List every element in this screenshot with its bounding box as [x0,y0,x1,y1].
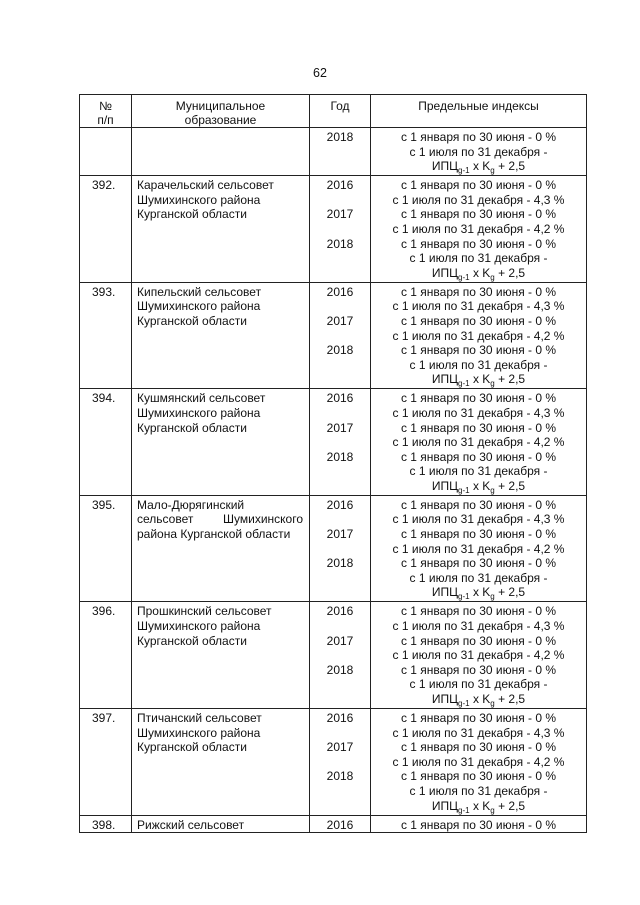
row-municipality-line: сельсовет Шумихинского [137,512,303,527]
table-row [80,709,587,816]
row-year: 2017 [326,420,354,435]
row-year: 2018 [326,130,354,144]
index-line: с 1 июля по 31 декабря - [409,783,548,798]
index-line: с 1 июля по 31 декабря - [409,251,548,266]
row-municipality-line: Курганской области [137,420,247,435]
index-line: с 1 июля по 31 декабря - 4,2 % [392,648,565,663]
header-num [80,95,132,128]
index-line: с 1 июля по 31 декабря - 4,2 % [392,754,565,769]
row-num: 395. [92,497,116,512]
row-municipality: Рижский сельсовет [137,817,245,832]
table-row [80,176,587,283]
index-formula: $ИПЦ_{g-1}$ x $K_g + 2,5$ [431,372,526,389]
table-row [80,282,587,389]
row-municipality-line: Шумихинского района [137,725,261,740]
row-num: 392. [92,178,116,193]
row-year: 2016 [326,391,354,406]
row-num-cell [80,128,132,176]
row-indices-cell [371,495,587,602]
row-year: 2017 [326,207,354,222]
row-year: 2017 [326,633,354,648]
row-indices-cell [371,282,587,389]
row-year: 2016 [326,497,354,512]
row-municipality-line: Кипельский сельсовет [137,284,262,299]
index-line: с 1 января по 30 июня - 0 % [400,633,557,648]
index-line: с 1 июля по 31 декабря - [409,464,548,479]
index-line: с 1 января по 30 июня - 0 % [400,449,557,464]
row-year-cell [310,602,371,709]
row-municipality-line: Курганской области [137,207,247,222]
table-row [80,495,587,602]
row-municipality-cell [132,709,310,816]
index-line: с 1 января по 30 июня - 0 % [400,556,557,571]
index-line: с 1 июля по 31 декабря - 4,3 % [392,405,565,420]
row-year: 2017 [326,527,354,542]
index-line: с 1 января по 30 июня - 0 % [400,236,557,251]
row-year: 2018 [326,449,354,464]
row-year: 2016 [326,178,354,193]
index-formula: $ИПЦ_{g-1}$ x $K_g + 2,5$ [431,585,526,602]
index-line: с 1 июля по 31 декабря - 4,3 % [392,299,565,314]
index-line: с 1 января по 30 июня - 0 % [400,284,557,299]
header-year: Год [310,95,371,128]
row-year-cell [310,709,371,816]
index-line: с 1 июля по 31 декабря - 4,2 % [392,435,565,450]
row-municipality-line: Шумихинского района [137,192,261,207]
row-num: 394. [92,391,116,406]
row-municipality-line: района Курганской области [137,527,291,542]
row-municipality-line: Шумихинского района [137,299,261,314]
row-indices-cell [371,128,587,176]
row-municipality-line: Кушмянский сельсовет [137,391,266,406]
row-indices-cell [371,176,587,283]
index-line: с 1 июля по 31 декабря - [409,144,548,159]
row-municipality-cell [132,602,310,709]
index-line: с 1 января по 30 июня - 0 % [400,130,557,144]
row-year: 2017 [326,313,354,328]
index-formula: $ИПЦ_{g-1}$ x $K_g + 2,5$ [431,159,526,176]
index-line: с 1 января по 30 июня - 0 % [400,178,557,193]
index-line: с 1 января по 30 июня - 0 % [400,604,557,619]
row-num-cell [80,709,132,816]
table-row-398 [80,815,587,833]
index-line: с 1 июля по 31 декабря - [409,570,548,585]
row-municipality-line: Карачельский сельсовет [137,178,274,193]
index-line: с 1 июля по 31 декабря - 4,3 % [392,512,565,527]
row-year: 2018 [326,236,354,251]
row-municipality-cell [132,815,310,833]
index-formula: $ИПЦ_{g-1}$ x $K_g + 2,5$ [431,265,526,282]
row-year: 2018 [326,662,354,677]
index-line: с 1 января по 30 июня - 0 % [400,769,557,784]
row-year-cell [310,389,371,496]
index-line: с 1 июля по 31 декабря - 4,3 % [392,619,565,634]
row-year-cell [310,282,371,389]
row-municipality-line: Шумихинского района [137,405,261,420]
index-line: с 1 января по 30 июня - 0 % [400,343,557,358]
index-line: с 1 января по 30 июня - 0 % [400,740,557,755]
row-num: 393. [92,284,116,299]
index-line: с 1 января по 30 июня - 0 % [400,527,557,542]
row-num-cell [80,176,132,283]
row-num: 397. [92,711,116,725]
index-line: с 1 июля по 31 декабря - 4,3 % [392,192,565,207]
header-num-line2: п/п [97,113,114,127]
row-num-cell [80,282,132,389]
index-line: с 1 июля по 31 декабря - 4,3 % [392,725,565,740]
row-municipality-line: Шумихинского района [137,619,261,634]
index-line: с 1 июля по 31 декабря - [409,357,548,372]
row-year: 2018 [326,343,354,358]
row-num-cell [80,815,132,833]
index-line: с 1 июля по 31 декабря - 4,2 % [392,541,565,556]
row-year: 2016 [326,284,354,299]
row-municipality-line: Прошкинский сельсовет [137,604,272,619]
row-municipality-cell [132,495,310,602]
row-municipality-cell [132,128,310,176]
row-year: 2016 [326,604,354,619]
row-municipality-cell [132,176,310,283]
row-year: 2016 [326,711,354,725]
row-municipality-line: Мало-Дюрягинский [137,497,245,512]
row-indices-cell [371,602,587,709]
index-formula: $ИПЦ_{g-1}$ x $K_g + 2,5$ [431,692,526,708]
row-year-cell [310,128,371,176]
row-num-cell [80,495,132,602]
header-municipality-line1: Муниципальное [175,99,266,113]
index-line: с 1 января по 30 июня - 0 % [400,711,557,725]
index-line: с 1 июля по 31 декабря - [409,677,548,692]
row-indices-cell [371,389,587,496]
table-row [80,389,587,496]
limit-indices-table [79,94,587,833]
page-number: 62 [313,66,327,80]
row-municipality-line: Курганской области [137,633,247,648]
row-year-cell [310,815,371,833]
row-num: 398. [92,817,116,832]
row-municipality-line: Курганской области [137,313,247,328]
row-num-cell [80,602,132,709]
row-indices-cell [371,815,587,833]
table-row-continuation [80,128,587,176]
index-line: с 1 января по 30 июня - 0 % [400,420,557,435]
header-municipality [132,95,310,128]
row-municipality-cell [132,389,310,496]
row-num: 396. [92,604,116,619]
header-indices: Предельные индексы [371,95,587,128]
row-municipality-line: Курганской области [137,740,247,755]
table-header-row [80,95,587,128]
index-formula: $ИПЦ_{g-1}$ x $K_g + 2,5$ [431,478,526,495]
index-line: с 1 июля по 31 декабря - 4,2 % [392,328,565,343]
table-row [80,602,587,709]
row-indices-cell [371,709,587,816]
row-year: 2017 [326,740,354,755]
row-municipality-cell [132,282,310,389]
index-line: с 1 января по 30 июня - 0 % [400,313,557,328]
header-municipality-line2: образование [184,113,257,127]
row-year: 2016 [326,817,354,832]
header-num-line1: № [99,99,112,113]
row-year-cell [310,176,371,283]
index-line: с 1 января по 30 июня - 0 % [400,817,557,832]
index-line: с 1 января по 30 июня - 0 % [400,391,557,406]
index-line: с 1 января по 30 июня - 0 % [400,207,557,222]
row-num-cell [80,389,132,496]
index-formula: $ИПЦ_{g-1}$ x $K_g + 2,5$ [431,798,526,815]
row-year-cell [310,495,371,602]
index-line: с 1 января по 30 июня - 0 % [400,662,557,677]
row-year: 2018 [326,556,354,571]
row-municipality-line: Птичанский сельсовет [137,711,262,725]
row-year: 2018 [326,769,354,784]
index-line: с 1 июля по 31 декабря - 4,2 % [392,221,565,236]
index-line: с 1 января по 30 июня - 0 % [400,497,557,512]
